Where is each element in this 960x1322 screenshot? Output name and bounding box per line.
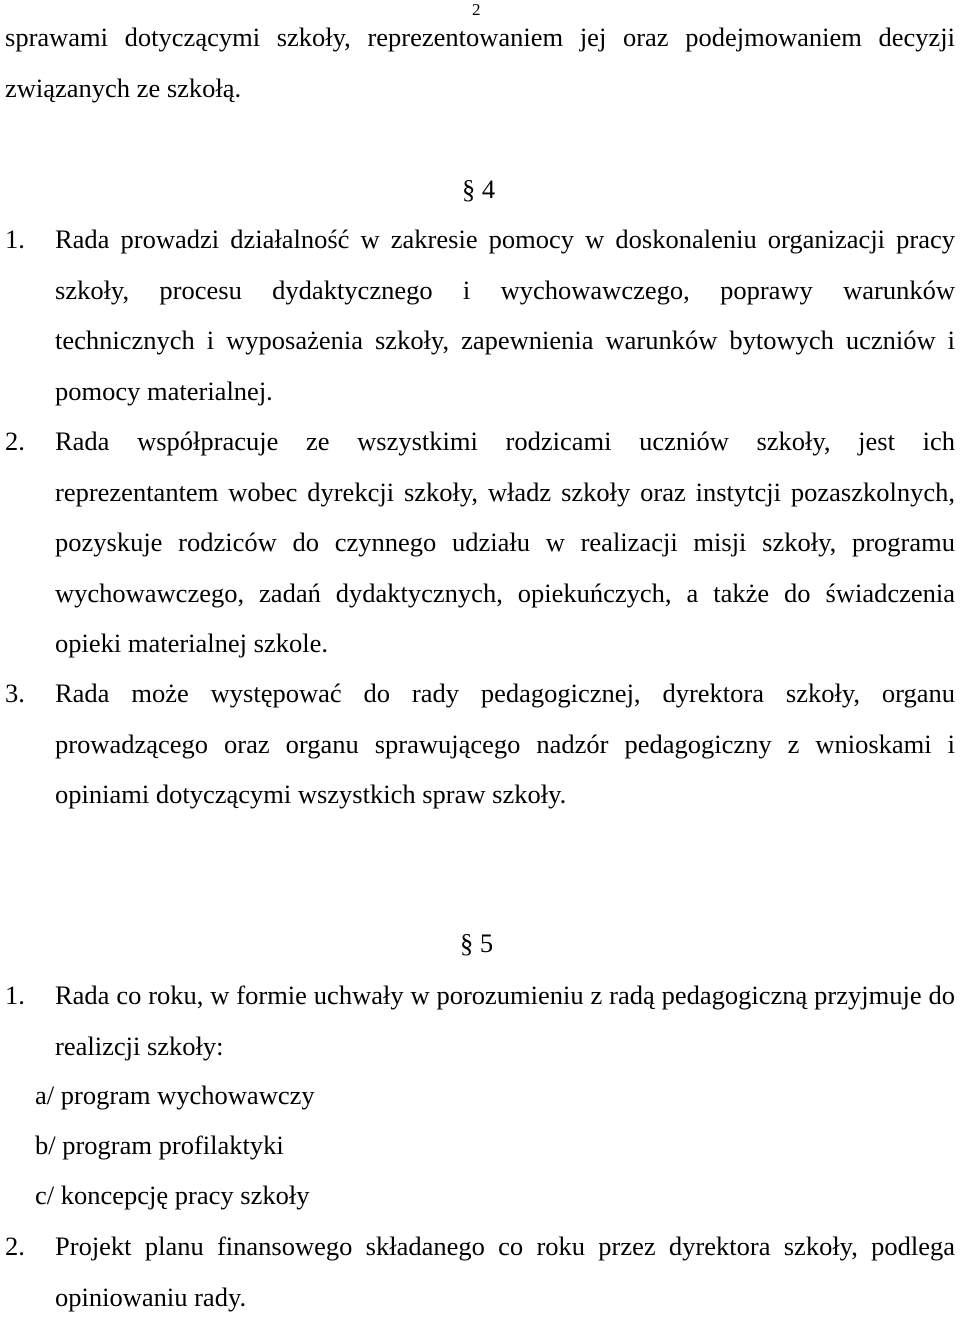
- item-number: 3.: [5, 678, 25, 708]
- subitem-c: c/ koncepcję pracy szkoły: [35, 1180, 310, 1210]
- item-number: 2.: [5, 1231, 25, 1261]
- item-text: Rada co roku, w formie uchwały w porozumieniu z radą pedagogiczną przyjmuje do realizcji szkoły:: [55, 980, 955, 1061]
- section-4-heading: § 4: [462, 174, 496, 204]
- subitem-a: a/ program wychowawczy: [35, 1080, 315, 1110]
- item-number: 2.: [5, 426, 25, 456]
- page-number: 2: [472, 0, 481, 19]
- intro-paragraph: sprawami dotyczącymi szkoły, reprezentowaniem jej oraz podejmowaniem decyzji związanych ze szkołą.: [5, 22, 955, 103]
- item-number: 1.: [5, 224, 25, 254]
- item-text: Rada może występować do rady pedagogicznej, dyrektora szkoły, organu prowadzącego oraz organu sprawującego nadzór pedagogiczny z wnioskami i opiniami dotyczącymi wszystkich spraw szkoły.: [55, 678, 955, 809]
- item-text: Projekt planu finansowego składanego co roku przez dyrektora szkoły, podlega opiniowaniu rady.: [55, 1231, 955, 1312]
- item-text: Rada prowadzi działalność w zakresie pomocy w doskonaleniu organizacji pracy szkoły, procesu dydaktycznego i wychowawczego, poprawy warunków technicznych i wyposażenia szkoły, zapewnienia warunków bytowych uczniów i pomocy materialnej.: [55, 224, 955, 406]
- section-5-heading: § 5: [460, 928, 494, 958]
- item-text: Rada współpracuje ze wszystkimi rodzicami uczniów szkoły, jest ich reprezentantem wobec dyrekcji szkoły, władz szkoły oraz instytcji pozaszkolnych, pozyskuje rodziców do czynnego udziału w realizacji misji szkoły, programu wychowawczego, zadań dydaktycznych, opiekuńczych, a także do świadczenia opieki materialnej szkole.: [55, 426, 955, 658]
- subitem-b: b/ program profilaktyki: [35, 1130, 284, 1160]
- item-number: 1.: [5, 980, 25, 1010]
